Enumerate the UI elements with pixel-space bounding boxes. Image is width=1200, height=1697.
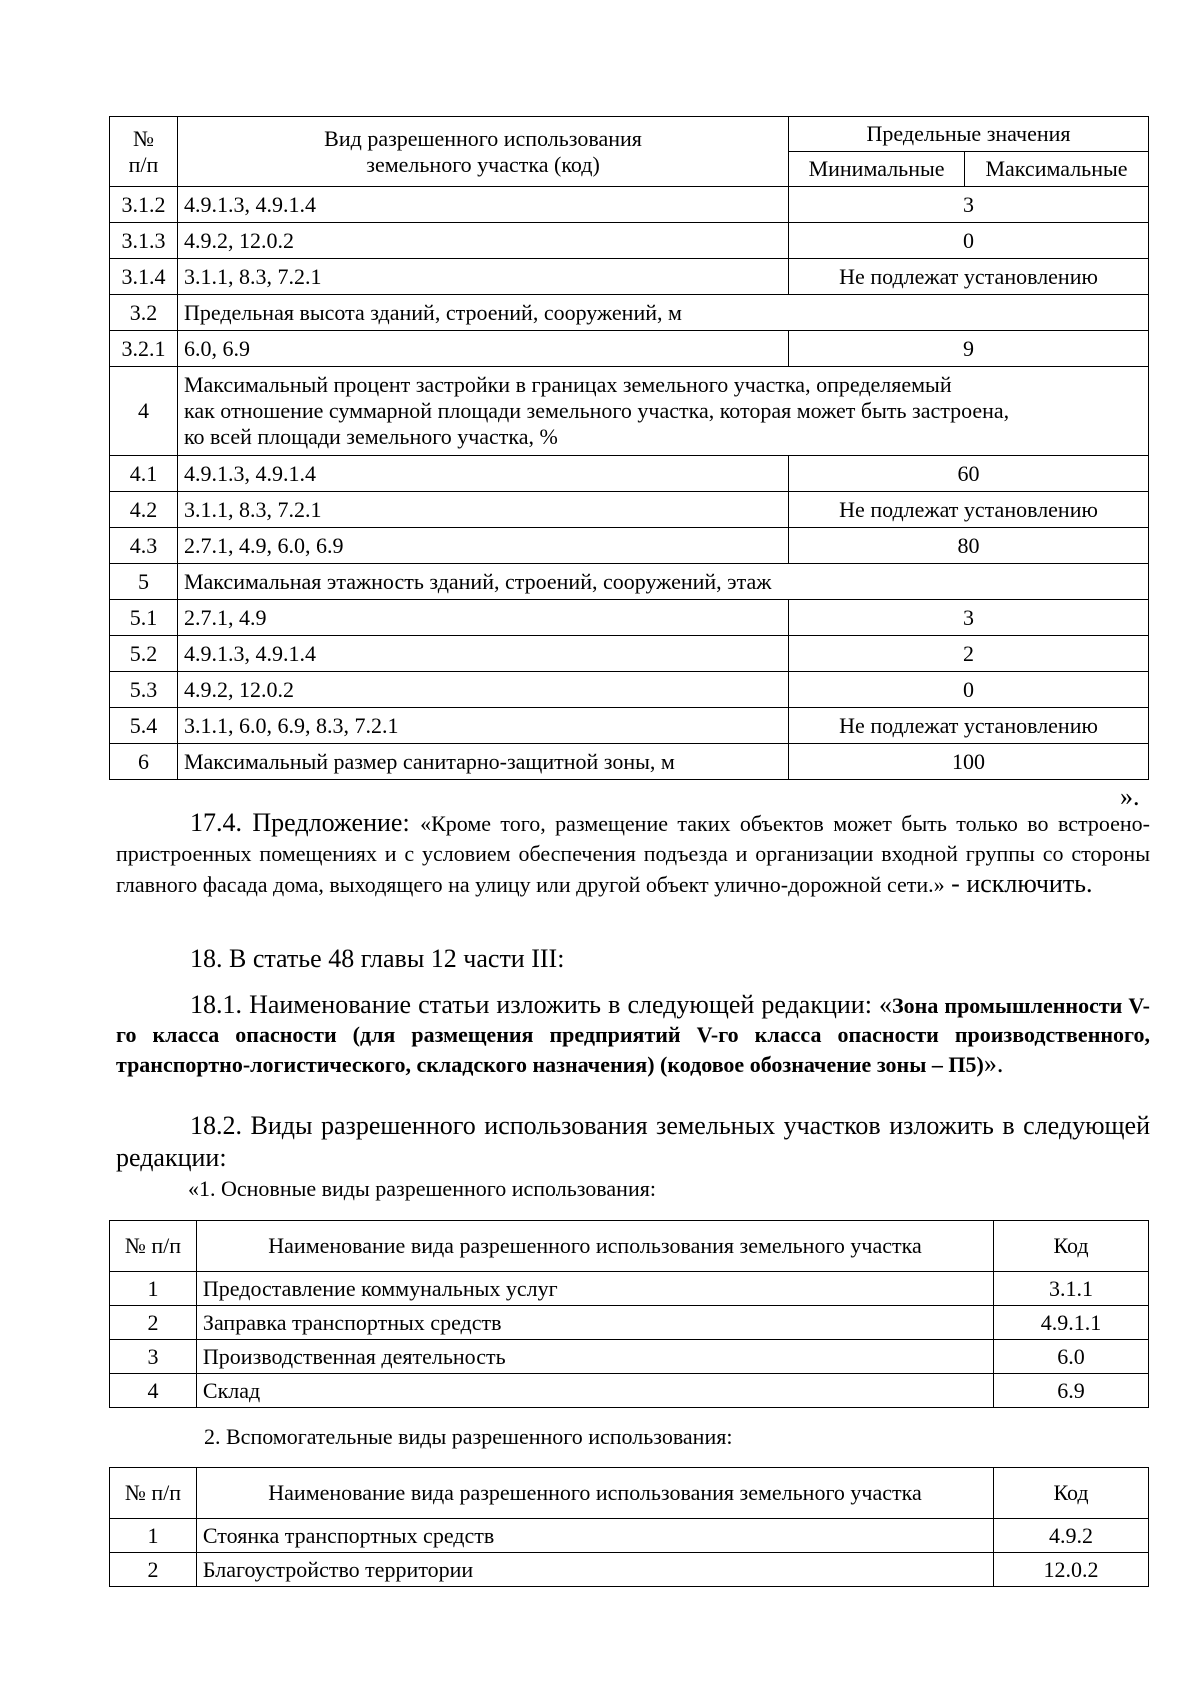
table-row: 5.1 2.7.1, 4.9 3: [110, 600, 1149, 636]
section-2-title: 2. Вспомогательные виды разрешенного использования:: [204, 1424, 733, 1449]
table-row: 5.2 4.9.1.3, 4.9.1.4 2: [110, 636, 1149, 672]
paragraph-18: 18. В статье 48 главы 12 части III:: [190, 944, 565, 973]
table-row: 4.1 4.9.1.3, 4.9.1.4 60: [110, 456, 1149, 492]
table-row: 4 Склад 6.9: [110, 1374, 1149, 1408]
header-limits: Предельные значения: [789, 117, 1149, 152]
table-row: 2 Заправка транспортных средств 4.9.1.1: [110, 1306, 1149, 1340]
table-header-row: [110, 117, 1149, 152]
limits-table: [109, 116, 1149, 780]
table-section-row: 4 Максимальный процент застройки в границах земельного участка, определяемый как отношение суммарной площади земельного участка, которая может быть застроена, ко всей площади земельного участка, %: [110, 367, 1149, 456]
table-row: 3.2.1 6.0, 6.9 9: [110, 331, 1149, 367]
table-closing-quote: ».: [1120, 782, 1140, 811]
table-row: 3 Производственная деятельность 6.0: [110, 1340, 1149, 1374]
paragraph-18-1: 18.1. Наименование статьи изложить в следующей редакции: «Зона промышленности V-го класса опасности (для размещения предприятий V-го класса опасности производственного, транспортно-логистического, складского назначения) (кодовое обозначение зоны – П5)».: [116, 990, 1150, 1078]
table-header-row: № п/п Наименование вида разрешенного использования земельного участка Код: [110, 1468, 1149, 1519]
header-max: Максимальные: [965, 152, 1149, 187]
paragraph-17-4: 17.4. Предложение: «Кроме того, размещение таких объектов может быть только во встроено-пристроенных помещениях и с условием обеспечения подъезда и организации входной группы со стороны главного фасада дома, выходящего на улицу или другой объект улично-дорожной сети.» - исключить.: [116, 808, 1150, 898]
table-row: 3.1.4 3.1.1, 8.3, 7.2.1 Не подлежат установлению: [110, 259, 1149, 295]
header-min: Минимальные: [789, 152, 965, 187]
section-1-title: «1. Основные виды разрешенного использования:: [188, 1176, 656, 1201]
table-row: 1 Предоставление коммунальных услуг 3.1.1: [110, 1272, 1149, 1306]
table-header-row: № п/п Наименование вида разрешенного использования земельного участка Код: [110, 1221, 1149, 1272]
table-row: 1 Стоянка транспортных средств 4.9.2: [110, 1519, 1149, 1553]
table-row: 4.2 3.1.1, 8.3, 7.2.1 Не подлежат установлению: [110, 492, 1149, 528]
table-row: 6 Максимальный размер санитарно-защитной зоны, м 100: [110, 744, 1149, 780]
table-row: 3.1.2 4.9.1.3, 4.9.1.4 3: [110, 187, 1149, 223]
header-num: № п/п: [110, 117, 178, 187]
table-row: 2 Благоустройство территории 12.0.2: [110, 1553, 1149, 1587]
table-section-row: 3.2 Предельная высота зданий, строений, сооружений, м: [110, 295, 1149, 331]
table-section-row: 5 Максимальная этажность зданий, строений, сооружений, этаж: [110, 564, 1149, 600]
table-row: 5.4 3.1.1, 6.0, 6.9, 8.3, 7.2.1 Не подлежат установлению: [110, 708, 1149, 744]
main-uses-table: [109, 1220, 1149, 1408]
table-row: 5.3 4.9.2, 12.0.2 0: [110, 672, 1149, 708]
auxiliary-uses-table: [109, 1467, 1149, 1587]
header-vid: Вид разрешенного использования земельного участка (код): [177, 117, 788, 187]
table-row: 4.3 2.7.1, 4.9, 6.0, 6.9 80: [110, 528, 1149, 564]
table-row: 3.1.3 4.9.2, 12.0.2 0: [110, 223, 1149, 259]
paragraph-18-2: 18.2. Виды разрешенного использования земельных участков изложить в следующей редакции:: [116, 1111, 1150, 1172]
